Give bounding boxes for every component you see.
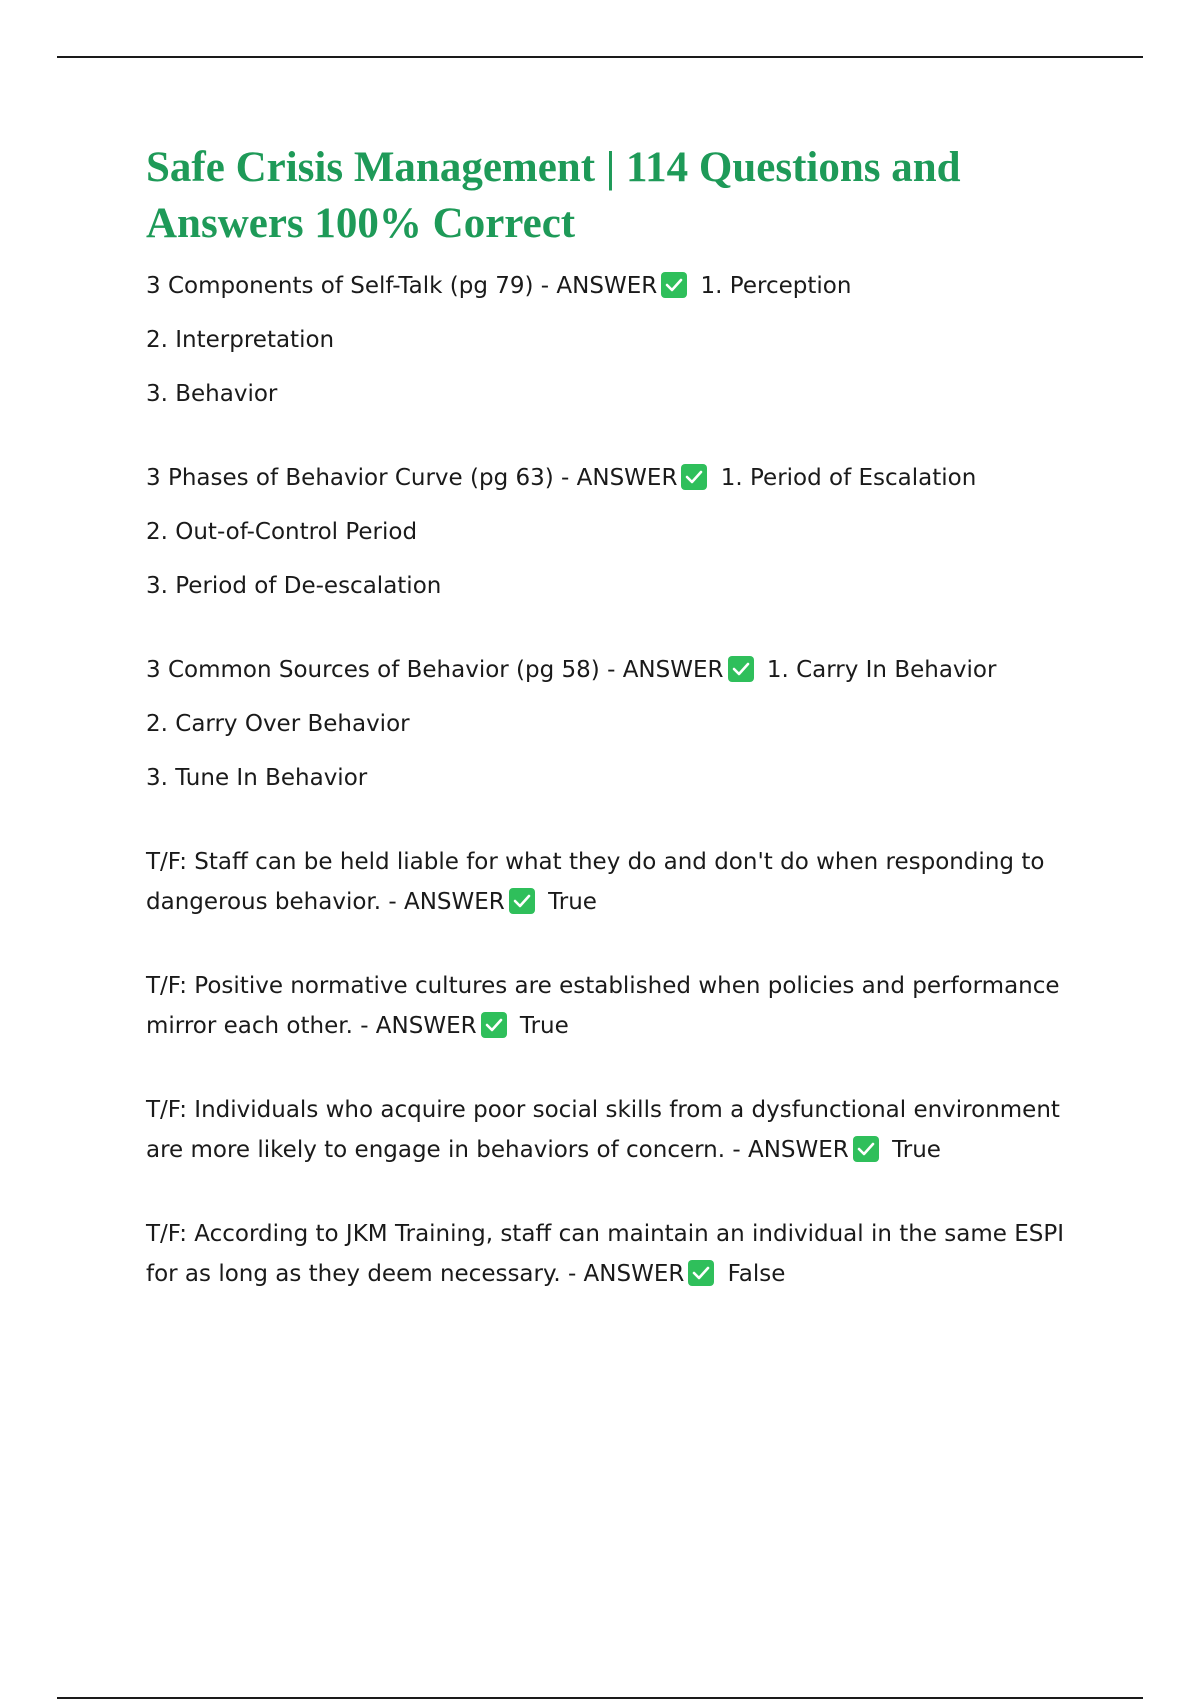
answer-list-item: 3. Tune In Behavior: [146, 765, 368, 791]
qa-question-line: [146, 1214, 1096, 1294]
answer-text: 1. Period of Escalation: [720, 465, 977, 491]
question-text: 3 Common Sources of Behavior (pg 58) - ANSWER: [146, 657, 724, 683]
answer-list-item: 2. Out-of-Control Period: [146, 519, 418, 545]
qa-item: [146, 458, 1096, 606]
qa-question-line: [146, 966, 1096, 1046]
check-icon: [681, 464, 707, 490]
answer-text: True: [548, 889, 597, 915]
question-text: T/F: Individuals who acquire poor social skills from a dysfunctional environment are more likely to engage in behaviors of concern. - ANSWER: [146, 1097, 1060, 1163]
check-icon: [688, 1260, 714, 1286]
answer-list-item: 3. Period of De-escalation: [146, 573, 442, 599]
qa-item: [146, 1090, 1096, 1170]
check-icon: [661, 272, 687, 298]
header-rule: [57, 56, 1143, 58]
footer-rule: [57, 1697, 1143, 1699]
question-text: 3 Components of Self-Talk (pg 79) - ANSWER: [146, 273, 658, 299]
answer-text: True: [892, 1137, 941, 1163]
check-icon: [853, 1136, 879, 1162]
answer-text: 1. Carry In Behavior: [766, 657, 997, 683]
answer-text: 1. Perception: [700, 273, 852, 299]
answer-list-item: 3. Behavior: [146, 381, 278, 407]
qa-question-line: [146, 842, 1096, 922]
qa-question-line: [146, 458, 1096, 498]
answer-text: True: [519, 1013, 569, 1039]
question-text: T/F: According to JKM Training, staff can maintain an individual in the same ESPI for as long as they deem necessary. - ANSWER: [146, 1221, 1065, 1287]
qa-item: [146, 842, 1096, 922]
question-text: T/F: Staff can be held liable for what they do and don't do when responding to dangerous behavior. - ANSWER: [146, 849, 1045, 915]
qa-question-line: [146, 266, 1096, 306]
question-text: 3 Phases of Behavior Curve (pg 63) - ANSWER: [146, 465, 678, 491]
qa-item: [146, 1214, 1096, 1294]
qa-item: [146, 966, 1096, 1046]
check-icon: [481, 1012, 507, 1038]
document-title: Safe Crisis Management | 114 Questions and Answers 100% Correct: [146, 144, 961, 247]
answer-list-item: 2. Carry Over Behavior: [146, 711, 410, 737]
document-body: [146, 140, 1096, 1338]
qa-question-line: [146, 650, 1096, 690]
question-text: T/F: Positive normative cultures are established when policies and performance mirror each other. - ANSWER: [146, 973, 1060, 1039]
check-icon: [509, 888, 535, 914]
qa-item: [146, 266, 1096, 414]
qa-item: [146, 650, 1096, 798]
check-icon: [728, 656, 754, 682]
answer-list-item: 2. Interpretation: [146, 327, 335, 353]
answer-text: False: [727, 1261, 786, 1287]
qa-question-line: [146, 1090, 1096, 1170]
